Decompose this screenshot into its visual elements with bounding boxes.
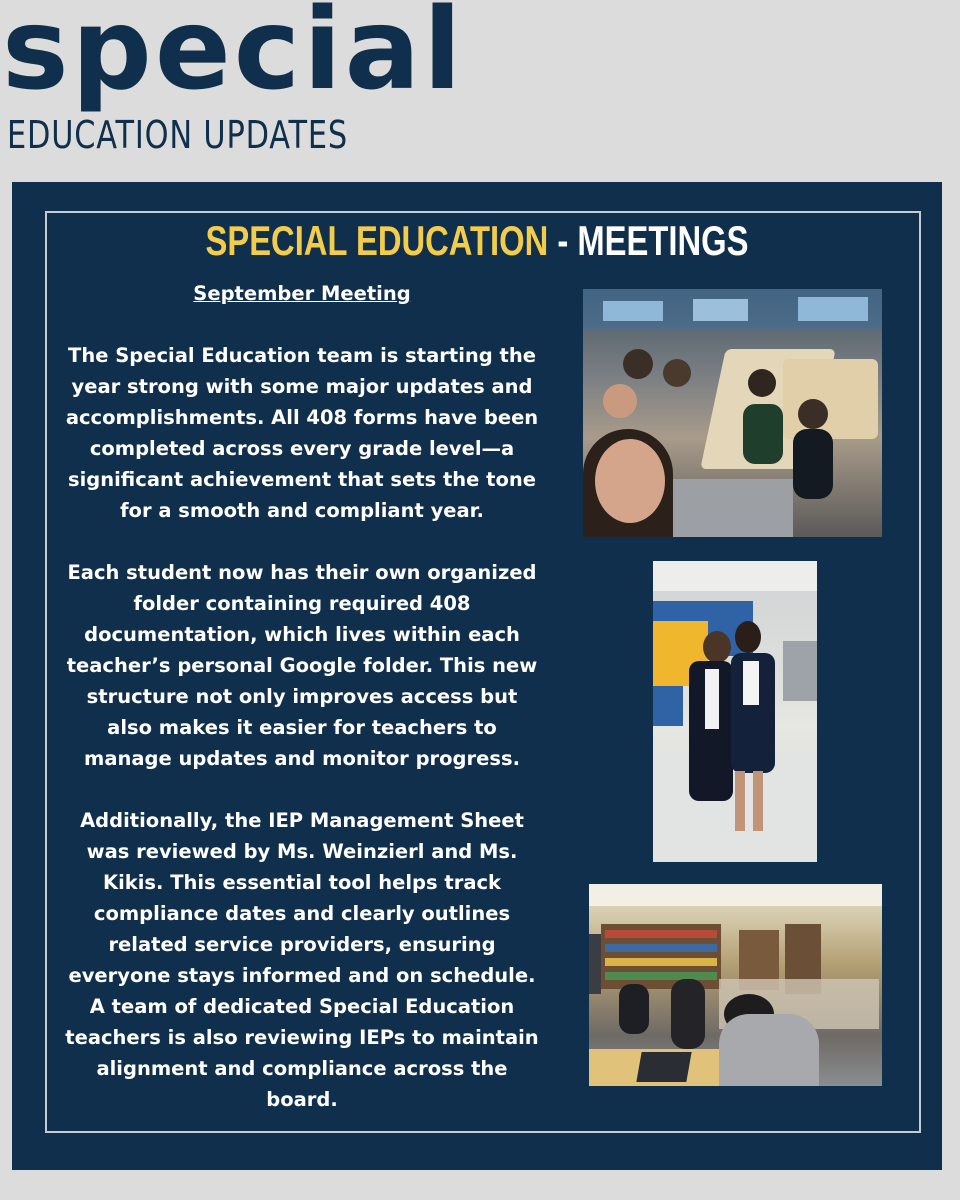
panel-heading <box>114 217 839 264</box>
heading-accent: SPECIAL EDUCATION <box>205 217 549 264</box>
article-text <box>62 278 542 1146</box>
hallway-photo <box>653 561 817 862</box>
masthead-subtitle: EDUCATION UPDATES <box>7 113 348 157</box>
paragraph-folders: Each student now has their own organized folder containing required 408 documentation, which lives within each teacher’s personal Google folder. This new structure not only improves access but also makes it easier for teachers to manage updates and monitor progress. <box>66 561 538 770</box>
heading-rest: - MEETINGS <box>548 217 749 264</box>
meetings-panel <box>12 182 942 1170</box>
masthead-title: special <box>2 0 465 115</box>
paragraph-forms: The Special Education team is starting the year strong with some major updates and accomplishments. All 408 forms have been completed across every grade level—a significant achievement that sets the tone for a smooth and compliant year. <box>65 344 539 522</box>
paragraph-iep: Additionally, the IEP Management Sheet was reviewed by Ms. Weinzierl and Ms. Kikis. This essential tool helps track compliance dates and clearly outlines related service providers, ensuring everyone stays informed and on schedule. A team of dedicated Special Education teachers is also reviewing IEPs to maintain alignment and compliance across the board. <box>65 809 539 1111</box>
team-meeting-photo <box>583 289 882 537</box>
masthead <box>0 0 960 180</box>
meeting-subheading: September Meeting <box>193 282 411 305</box>
classroom-photo <box>589 884 882 1086</box>
